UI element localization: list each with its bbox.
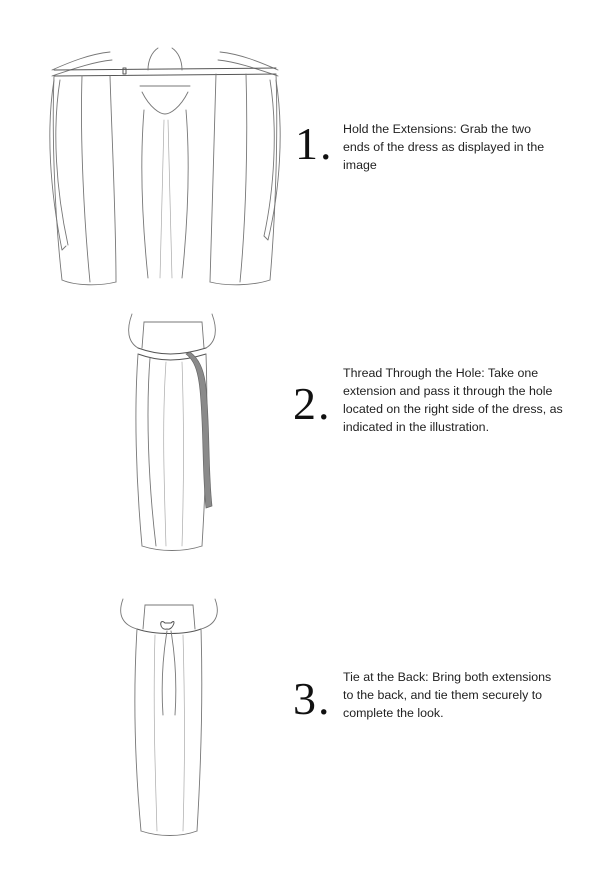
dress-tied-back-icon	[115, 595, 225, 840]
step-2	[0, 300, 590, 590]
dress-extensions-held-open-icon	[40, 40, 290, 290]
step-2-number: 2.	[293, 378, 332, 429]
dress-extension-threaded-icon	[120, 310, 230, 555]
step-1-text: Hold the Extensions: Grab the two ends of the dress as displayed in the image	[343, 122, 545, 172]
step-1-number: 1.	[295, 118, 334, 169]
step-3	[0, 590, 590, 885]
step-2-text: Thread Through the Hole: Take one extension and pass it through the hole located on the right side of the dress, as indicated in the illustration.	[343, 366, 563, 434]
step-3-number: 3.	[293, 673, 332, 724]
step-3-text: Tie at the Back: Bring both extensions to the back, and tie them securely to complete the look.	[343, 670, 552, 720]
step-1	[0, 0, 590, 300]
